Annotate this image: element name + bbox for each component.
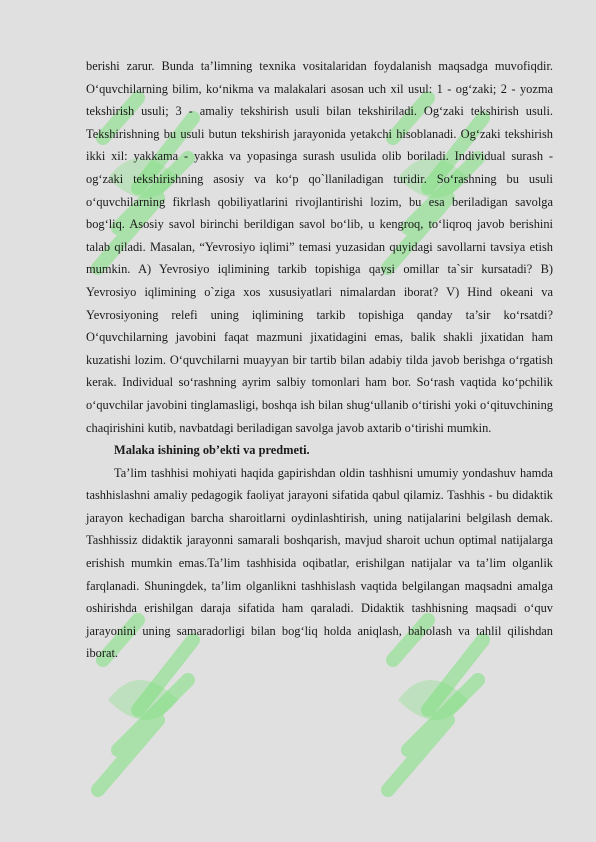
- paragraph-oral-testing: berishi zarur. Bunda ta’limning texnika vositalaridan foydalanish maqsadga muvofiqdir. O‘quvchilarning bilim, ko‘nikma va malakalari asosan uch xil usul: 1 - og‘zaki; 2 - yozma tekshirish usuli; 3 - amaliy tekshirish usuli bilan tekshiriladi. Og‘zaki tekshirish usuli. Tekshirishning bu usuli butun tekshirish jarayonida yetakchi hisoblanadi. Og‘zaki tekshirish ikki xil: yakkama - yakka va yopasinga surash usulida olib boriladi. Individual surash - og‘zaki tekshirishning asosiy va ko‘p qo`llaniladigan turidir. So‘rashning bu usuli o‘quvchilarning fikrlash qobiliyatlarini rivojlantirishi lozim, bu esa beriladigan savolga bog‘liq. Asosiy savol birinchi berildigan savol bo‘lib, u kengroq, to‘liqroq javob berishini talab qiladi. Masalan, “Yevrosiyo iqlimi” temasi yuzasidan quyidagi savollarni tavsiya etish mumkin. A) Yevrosiyo iqlimining tarkib topishiga qaysi omillar ta`sir kursatadi? B) Yevrosiyo iqlimining o`ziga xos xususiyatlari nimalardan iborat? V) Hind okeani va Yevrosiyoning relefi uning iqlimining tarkib topishiga qanday ta’sir ko‘rsatdi? O‘quvchilarning javobini faqat mazmuni jixatidagini emas, balik shakli jixatidan ham kuzatishi lozim. O‘quvchilarni muayyan bir tartib bilan adabiy tilda javob berishga o‘rgatish kerak. Individual so‘rashning ayrim salbiy tomonlari ham bor. So‘rash vaqtida ko‘pchilik o‘quvchilar javobini tinglamasligi, boshqa ish bilan shug‘ullanib o‘tirishi yoki o‘qituvchining chaqirishini kutib, navbatdagi beriladigan savolga javob axtarib o‘tirishi mumkin.: [86, 59, 553, 435]
- body-text: [86, 55, 553, 665]
- paragraph-diagnosis: Ta’lim tashhisi mohiyati haqida gapirishdan oldin tashhisni umumiy yondashuv hamda tashhislashni amaliy pedagogik faoliyat jarayoni sifatida qabul qilamiz. Tashhis - bu didaktik jarayon kechadigan barcha sharoitlarni oydinlashtirish, uning natijalarini belgilash demak. Tashhissiz didaktik jarayonni samarali boshqarish, mavjud sharoit uchun optimal natijalarga erishish mumkin emas.Ta’lim tashhisida oqibatlar, erishilgan natijalar va ta’lim olganlik farqlanadi. Shuningdek, ta’lim olganlikni tashhislash vaqtida belgilangan maqsadni amalga oshirishda erishilgan daraja sifatida ham qaraladi. Didaktik tashhisning maqsadi o‘quv jarayonini uning samaradorligi bilan bog‘liq holda aniqlash, baholash va tahlil qilishdan iborat.: [86, 465, 553, 661]
- section-heading: Malaka ishining ob’ekti va predmeti.: [114, 443, 310, 458]
